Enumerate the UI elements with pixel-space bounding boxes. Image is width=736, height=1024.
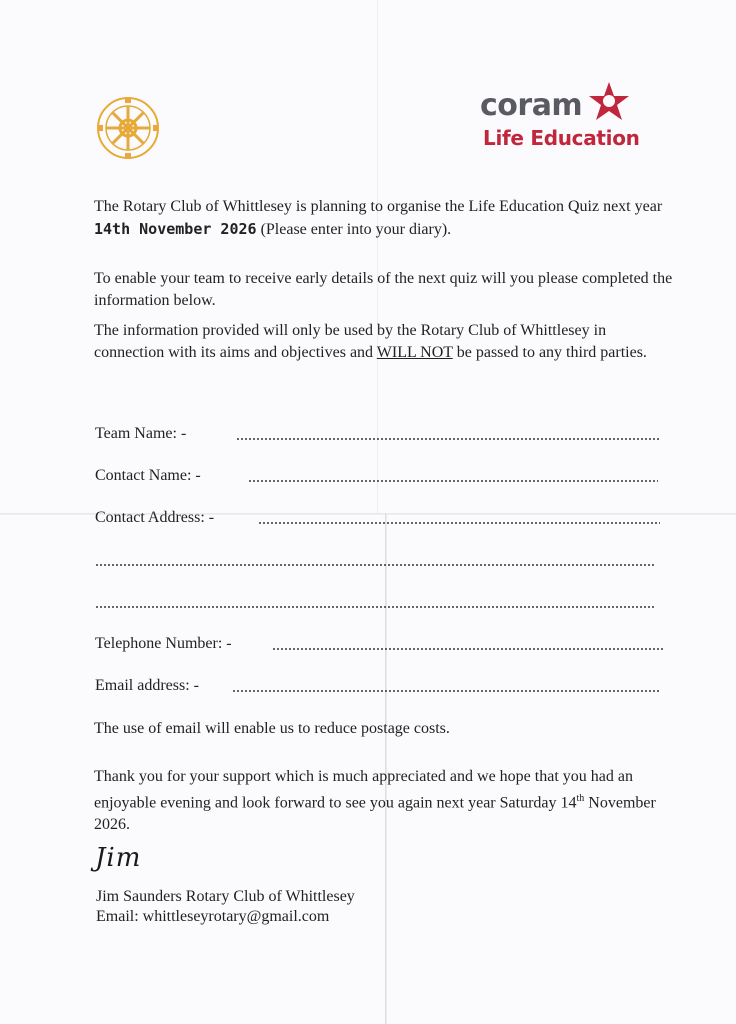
coram-wordmark: coram — [480, 88, 583, 123]
postage-note: The use of email will enable us to reduce postage costs. — [94, 720, 450, 737]
telephone-field[interactable] — [272, 648, 664, 650]
coram-logo — [480, 80, 640, 160]
team-name-field[interactable] — [236, 438, 660, 440]
team-name-label: Team Name: - — [95, 425, 187, 442]
email-field[interactable] — [232, 690, 660, 692]
intro-paragraph-2: To enable your team to receive early details of the next quiz will you please completed the information below. — [94, 270, 673, 309]
life-education-wordmark: Life Education — [483, 126, 640, 150]
star-icon — [585, 80, 633, 124]
contact-address-field-line-3[interactable] — [95, 606, 655, 608]
thanks-paragraph: Thank you for your support which is much appreciated and we hope that you had an enjoyable evening and look forward to see you again next year Saturday 14th November 2026. — [94, 768, 656, 834]
contact-name-field[interactable] — [248, 480, 658, 482]
privacy-paragraph: The information provided will only be used by the Rotary Club of Whittlesey in connection with its aims and objectives and WILL NOT be passed to any third parties. — [94, 322, 647, 361]
rotary-wheel-icon — [96, 96, 160, 160]
telephone-label: Telephone Number: - — [95, 635, 232, 652]
signatory-name: Jim Saunders Rotary Club of Whittlesey — [96, 888, 355, 905]
contact-address-field-line-1[interactable] — [258, 522, 660, 524]
contact-email: Email: whittleseyrotary@gmail.com — [96, 908, 330, 925]
email-label: Email address: - — [95, 677, 199, 694]
signature: Jim — [95, 843, 142, 873]
contact-address-label: Contact Address: - — [95, 509, 215, 526]
paper-fold-vertical-top — [377, 0, 378, 513]
contact-address-field-line-2[interactable] — [95, 564, 655, 566]
contact-name-label: Contact Name: - — [95, 467, 201, 484]
intro-paragraph-1: The Rotary Club of Whittlesey is planning to organise the Life Education Quiz next year 14th November 2026 (Please enter into your diary). — [94, 198, 663, 238]
